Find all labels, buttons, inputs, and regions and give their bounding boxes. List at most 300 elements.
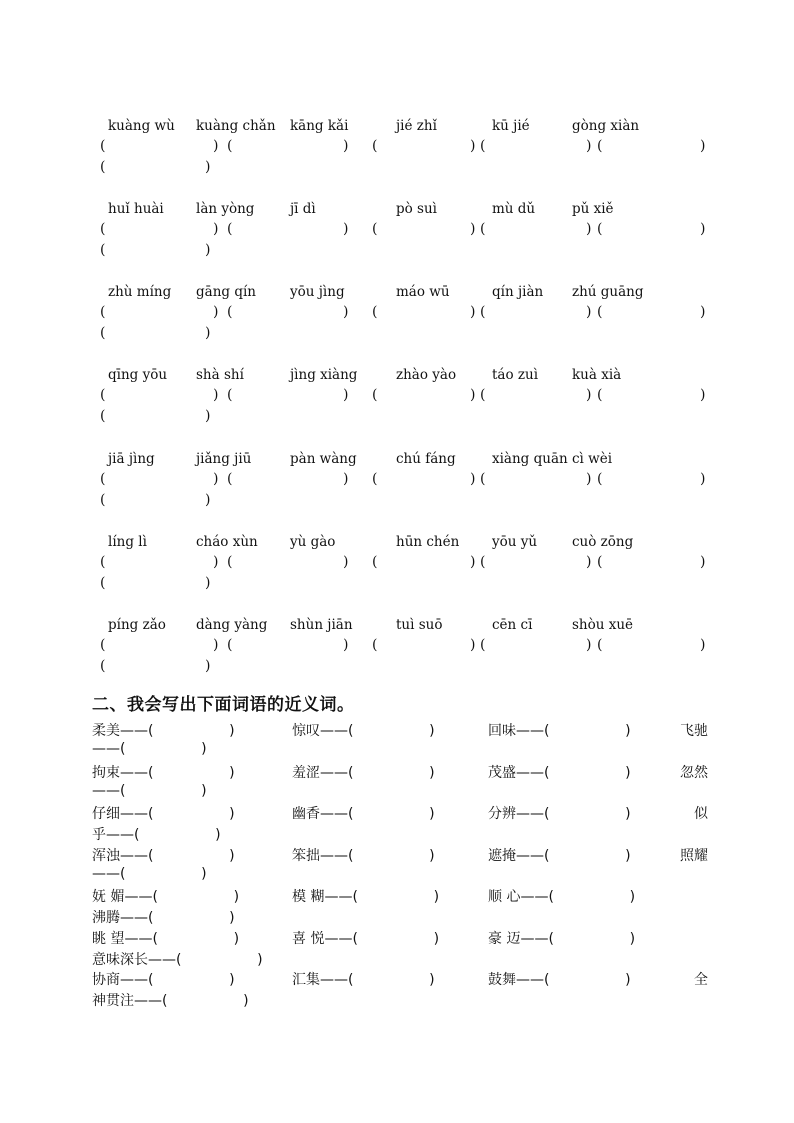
bracket-close: )	[433, 931, 440, 947]
dash: ——	[92, 783, 120, 799]
bracket-close: )	[586, 304, 592, 320]
bracket-close: )	[429, 972, 435, 988]
dash: ——	[120, 972, 148, 988]
bracket-open: (	[372, 304, 378, 320]
bracket-open: (	[544, 723, 550, 739]
synonym-item	[92, 907, 235, 927]
bracket-close: )	[205, 325, 211, 341]
bracket-open: (	[148, 910, 154, 926]
answer-bracket-line	[100, 242, 710, 263]
answer-blank	[153, 723, 229, 739]
bracket-open: (	[100, 159, 106, 175]
bracket-close: )	[429, 765, 435, 781]
bracket-open: (	[120, 741, 126, 757]
dash: ——	[320, 765, 348, 781]
pinyin-item: táo zuì	[492, 367, 539, 383]
bracket-close: )	[229, 910, 235, 926]
pinyin-line	[100, 617, 710, 637]
pinyin-group	[100, 284, 710, 346]
bracket-open: (	[100, 658, 106, 674]
pinyin-item: kuà xià	[572, 367, 622, 383]
dash: ——	[520, 889, 549, 905]
bracket-close: )	[700, 554, 706, 570]
bracket-close: )	[201, 741, 207, 757]
answer-blank	[549, 848, 625, 864]
pinyin-item: pò suì	[396, 201, 438, 217]
synonym-word: 笨拙	[292, 848, 320, 864]
bracket-close: )	[343, 138, 349, 154]
synonym-item	[92, 990, 249, 1010]
bracket-open: (	[544, 806, 550, 822]
synonym-word: 全	[694, 972, 708, 988]
bracket-close: )	[625, 972, 631, 988]
bracket-close: )	[215, 827, 221, 843]
synonym-word: 羞涩	[292, 765, 320, 781]
dash: ——	[134, 993, 162, 1009]
pinyin-item: chú fáng	[396, 451, 456, 467]
bracket-open: (	[348, 848, 354, 864]
answer-blank	[167, 993, 243, 1009]
bracket-open: (	[372, 387, 378, 403]
synonym-word: 模 糊	[292, 889, 325, 905]
bracket-close: )	[243, 993, 249, 1009]
pinyin-item: cuò zōng	[572, 534, 634, 550]
answer-blank	[549, 765, 625, 781]
bracket-open: (	[548, 889, 554, 905]
bracket-open: (	[100, 304, 106, 320]
bracket-open: (	[100, 242, 106, 258]
dash: ——	[120, 765, 148, 781]
bracket-close: )	[229, 723, 235, 739]
pinyin-group	[100, 367, 710, 429]
bracket-close: )	[586, 471, 592, 487]
answer-blank	[153, 848, 229, 864]
pinyin-group	[100, 451, 710, 513]
pinyin-item: píng zǎo	[108, 617, 166, 633]
synonym-line	[92, 886, 708, 907]
dash: ——	[320, 723, 348, 739]
pinyin-item: tuì suō	[396, 617, 443, 633]
bracket-open: (	[227, 554, 233, 570]
dash: ——	[320, 806, 348, 822]
answer-blank	[153, 972, 229, 988]
synonym-item	[292, 762, 435, 782]
synonym-word: 顺 心	[488, 889, 521, 905]
bracket-open: (	[227, 138, 233, 154]
pinyin-item: kāng kǎi	[290, 118, 349, 134]
answer-blank	[125, 783, 201, 799]
pinyin-item: cháo xùn	[196, 534, 258, 550]
bracket-close: )	[470, 138, 476, 154]
bracket-open: (	[597, 138, 603, 154]
dash: ——	[320, 972, 348, 988]
synonym-item	[292, 886, 439, 906]
bracket-close: )	[213, 471, 219, 487]
bracket-close: )	[213, 138, 219, 154]
synonym-word: 协商	[92, 972, 120, 988]
bracket-close: )	[229, 806, 235, 822]
bracket-close: )	[700, 138, 706, 154]
bracket-close: )	[586, 138, 592, 154]
synonym-line	[92, 824, 708, 845]
answer-bracket-line	[100, 471, 710, 492]
pinyin-item: jié zhǐ	[396, 118, 437, 134]
bracket-open: (	[134, 827, 140, 843]
pinyin-item: huǐ huài	[108, 201, 164, 217]
bracket-open: (	[148, 723, 154, 739]
synonym-line	[92, 762, 708, 783]
bracket-open: (	[100, 492, 106, 508]
bracket-close: )	[213, 637, 219, 653]
bracket-open: (	[544, 972, 550, 988]
synonym-item	[92, 866, 207, 882]
bracket-close: )	[470, 554, 476, 570]
synonym-item	[92, 803, 235, 823]
answer-blank	[125, 866, 201, 882]
answer-bracket-line	[100, 304, 710, 325]
bracket-open: (	[480, 138, 486, 154]
bracket-close: )	[213, 221, 219, 237]
bracket-open: (	[597, 221, 603, 237]
bracket-close: )	[700, 221, 706, 237]
bracket-close: )	[343, 554, 349, 570]
synonym-word: 意味深长	[92, 952, 148, 968]
bracket-open: (	[480, 221, 486, 237]
synonym-row	[92, 969, 708, 1011]
bracket-close: )	[700, 471, 706, 487]
pinyin-item: kuàng chǎn	[196, 118, 276, 134]
answer-bracket-line	[100, 408, 710, 429]
bracket-open: (	[544, 848, 550, 864]
answer-blank	[549, 806, 625, 822]
bracket-close: )	[201, 866, 207, 882]
synonym-word: 照耀	[680, 848, 708, 864]
synonym-word: 浑浊	[92, 848, 120, 864]
pinyin-item: yōu jìng	[290, 284, 345, 300]
pinyin-item: shùn jiān	[290, 617, 353, 633]
synonym-word: 茂盛	[488, 765, 516, 781]
answer-bracket-line	[100, 492, 710, 513]
bracket-close: )	[343, 221, 349, 237]
bracket-open: (	[148, 848, 154, 864]
synonym-line	[92, 949, 708, 970]
bracket-open: (	[372, 138, 378, 154]
pinyin-item: gāng qín	[196, 284, 256, 300]
answer-blank	[549, 723, 625, 739]
synonym-line	[92, 907, 708, 928]
synonym-row	[92, 720, 708, 762]
dash: ——	[120, 806, 148, 822]
bracket-close: )	[343, 304, 349, 320]
bracket-close: )	[213, 387, 219, 403]
answer-blank	[139, 827, 215, 843]
bracket-open: (	[597, 387, 603, 403]
answer-bracket-line	[100, 387, 710, 408]
pinyin-item: shòu xuē	[572, 617, 634, 633]
answer-bracket-line	[100, 575, 710, 596]
synonym-item	[92, 824, 221, 844]
answer-blank	[181, 952, 257, 968]
answer-blank	[353, 972, 429, 988]
synonym-word: 神贯注	[92, 993, 134, 1009]
bracket-close: )	[625, 806, 631, 822]
bracket-open: (	[100, 637, 106, 653]
bracket-close: )	[629, 889, 636, 905]
bracket-close: )	[429, 806, 435, 822]
bracket-open: (	[480, 387, 486, 403]
pinyin-item: hūn chén	[396, 534, 460, 550]
pinyin-line	[100, 201, 710, 221]
pinyin-item: zhù míng	[108, 284, 172, 300]
synonym-word: 乎	[92, 827, 106, 843]
bracket-close: )	[700, 637, 706, 653]
bracket-close: )	[343, 637, 349, 653]
synonym-row	[92, 928, 708, 970]
bracket-close: )	[470, 387, 476, 403]
bracket-open: (	[548, 931, 554, 947]
synonym-row	[92, 803, 708, 845]
pinyin-item: zhào yào	[396, 367, 457, 383]
synonym-item	[488, 720, 631, 740]
pinyin-item: máo wū	[396, 284, 450, 300]
pinyin-item: cēn cī	[492, 617, 533, 633]
dash: ——	[92, 866, 120, 882]
dash: ——	[516, 806, 544, 822]
bracket-close: )	[343, 471, 349, 487]
bracket-open: (	[148, 972, 154, 988]
answer-blank	[353, 723, 429, 739]
pinyin-group	[100, 118, 710, 180]
synonym-item	[488, 886, 635, 906]
synonym-item	[488, 762, 631, 782]
synonym-line	[92, 783, 708, 804]
answer-blank	[353, 765, 429, 781]
pinyin-item: zhú guāng	[572, 284, 644, 300]
bracket-close: )	[429, 723, 435, 739]
bracket-open: (	[227, 637, 233, 653]
dash: ——	[516, 765, 544, 781]
dash: ——	[320, 848, 348, 864]
synonym-line	[92, 928, 708, 949]
synonym-word: 忽然	[680, 765, 708, 781]
bracket-open: (	[100, 387, 106, 403]
dash: ——	[124, 889, 153, 905]
pinyin-item: jìng xiàng	[290, 367, 358, 383]
synonym-row	[92, 886, 708, 928]
synonym-item	[488, 928, 635, 948]
bracket-close: )	[201, 783, 207, 799]
answer-bracket-line	[100, 637, 710, 658]
synonym-item	[92, 845, 235, 865]
bracket-close: )	[586, 387, 592, 403]
synonym-word: 喜 悦	[292, 931, 325, 947]
bracket-close: )	[205, 159, 211, 175]
pinyin-item: qīng yōu	[108, 367, 168, 383]
pinyin-item: jī dì	[290, 201, 316, 217]
synonym-item	[92, 949, 263, 969]
synonym-line	[92, 845, 708, 866]
bracket-close: )	[233, 889, 240, 905]
bracket-open: (	[120, 783, 126, 799]
pinyin-group	[100, 534, 710, 596]
synonym-row	[92, 762, 708, 804]
bracket-close: )	[213, 554, 219, 570]
bracket-close: )	[586, 554, 592, 570]
bracket-open: (	[372, 554, 378, 570]
section-title: 二、我会写出下面词语的近义词。	[92, 695, 355, 715]
synonym-item	[292, 720, 435, 740]
pinyin-item: pǔ xiě	[572, 201, 614, 217]
answer-bracket-line	[100, 159, 710, 180]
answer-blank	[125, 741, 201, 757]
synonym-item	[92, 886, 239, 906]
bracket-close: )	[205, 242, 211, 258]
synonym-word: 汇集	[292, 972, 320, 988]
bracket-open: (	[227, 304, 233, 320]
synonym-line	[92, 803, 708, 824]
pinyin-line	[100, 118, 710, 138]
dash: ——	[120, 723, 148, 739]
answer-blank	[549, 972, 625, 988]
synonym-line	[92, 990, 708, 1011]
answer-blank	[158, 889, 234, 905]
bracket-close: )	[429, 848, 435, 864]
dash: ——	[92, 741, 120, 757]
pinyin-item: yōu yǔ	[492, 534, 538, 550]
bracket-open: (	[152, 931, 158, 947]
synonym-word: 妩 媚	[92, 889, 125, 905]
bracket-open: (	[152, 889, 158, 905]
synonym-word: 眺 望	[92, 931, 125, 947]
dash: ——	[516, 972, 544, 988]
answer-bracket-line	[100, 658, 710, 679]
answer-blank	[358, 931, 434, 947]
pinyin-line	[100, 451, 710, 471]
bracket-close: )	[205, 575, 211, 591]
synonym-word: 拘束	[92, 765, 120, 781]
bracket-open: (	[597, 554, 603, 570]
answer-blank	[353, 848, 429, 864]
synonym-item	[292, 928, 439, 948]
synonym-line	[92, 969, 708, 990]
answer-blank	[153, 910, 229, 926]
dash: ——	[516, 723, 544, 739]
bracket-open: (	[100, 138, 106, 154]
bracket-open: (	[227, 221, 233, 237]
pinyin-item: kuàng wù	[108, 118, 175, 134]
pinyin-line	[100, 367, 710, 387]
pinyin-item: cì wèi	[572, 451, 613, 467]
bracket-close: )	[229, 848, 235, 864]
pinyin-line	[100, 284, 710, 304]
bracket-open: (	[597, 471, 603, 487]
synonym-word: 柔美	[92, 723, 120, 739]
bracket-close: )	[586, 637, 592, 653]
bracket-open: (	[120, 866, 126, 882]
bracket-open: (	[372, 471, 378, 487]
synonym-item	[92, 762, 235, 782]
synonym-word: 飞驰	[680, 723, 708, 739]
bracket-close: )	[625, 848, 631, 864]
bracket-close: )	[586, 221, 592, 237]
bracket-open: (	[348, 972, 354, 988]
bracket-close: )	[257, 952, 263, 968]
synonym-item	[92, 720, 235, 740]
synonym-line	[92, 866, 708, 887]
synonym-word: 分辨	[488, 806, 516, 822]
answer-blank	[554, 931, 630, 947]
synonym-item	[292, 845, 435, 865]
bracket-close: )	[433, 889, 440, 905]
synonym-item	[92, 783, 207, 799]
bracket-close: )	[229, 765, 235, 781]
bracket-open: (	[372, 221, 378, 237]
answer-blank	[153, 806, 229, 822]
bracket-close: )	[233, 931, 240, 947]
bracket-close: )	[205, 408, 211, 424]
synonym-item	[488, 845, 631, 865]
synonym-word: 似	[694, 806, 708, 822]
synonym-word: 遮掩	[488, 848, 516, 864]
bracket-open: (	[597, 637, 603, 653]
bracket-close: )	[700, 387, 706, 403]
bracket-open: (	[162, 993, 168, 1009]
bracket-close: )	[205, 658, 211, 674]
synonym-row	[92, 845, 708, 887]
dash: ——	[120, 910, 148, 926]
bracket-open: (	[100, 408, 106, 424]
bracket-open: (	[100, 554, 106, 570]
dash: ——	[520, 931, 549, 947]
bracket-open: (	[348, 765, 354, 781]
bracket-close: )	[343, 387, 349, 403]
bracket-open: (	[544, 765, 550, 781]
pinyin-item: làn yòng	[196, 201, 255, 217]
synonym-word: 仔细	[92, 806, 120, 822]
bracket-open: (	[100, 575, 106, 591]
pinyin-item: mù dǔ	[492, 201, 536, 217]
bracket-close: )	[629, 931, 636, 947]
dash: ——	[324, 931, 353, 947]
pinyin-item: jiā jìng	[108, 451, 155, 467]
pinyin-item: shà shí	[196, 367, 244, 383]
bracket-open: (	[100, 471, 106, 487]
pinyin-item: líng lì	[108, 534, 147, 550]
synonym-item	[292, 803, 435, 823]
synonym-line	[92, 720, 708, 741]
dash: ——	[148, 952, 176, 968]
answer-bracket-line	[100, 221, 710, 242]
bracket-open: (	[176, 952, 182, 968]
bracket-close: )	[213, 304, 219, 320]
dash: ——	[124, 931, 153, 947]
synonym-item	[92, 928, 239, 948]
synonym-word: 惊叹	[292, 723, 320, 739]
bracket-close: )	[470, 304, 476, 320]
answer-blank	[153, 765, 229, 781]
bracket-open: (	[227, 387, 233, 403]
pinyin-item: pàn wàng	[290, 451, 357, 467]
synonym-word: 鼓舞	[488, 972, 516, 988]
pinyin-group	[100, 201, 710, 263]
dash: ——	[120, 848, 148, 864]
synonym-line	[92, 741, 708, 762]
pinyin-item: yù gào	[290, 534, 336, 550]
bracket-open: (	[480, 471, 486, 487]
bracket-open: (	[148, 806, 154, 822]
synonym-item	[92, 741, 207, 757]
bracket-open: (	[148, 765, 154, 781]
